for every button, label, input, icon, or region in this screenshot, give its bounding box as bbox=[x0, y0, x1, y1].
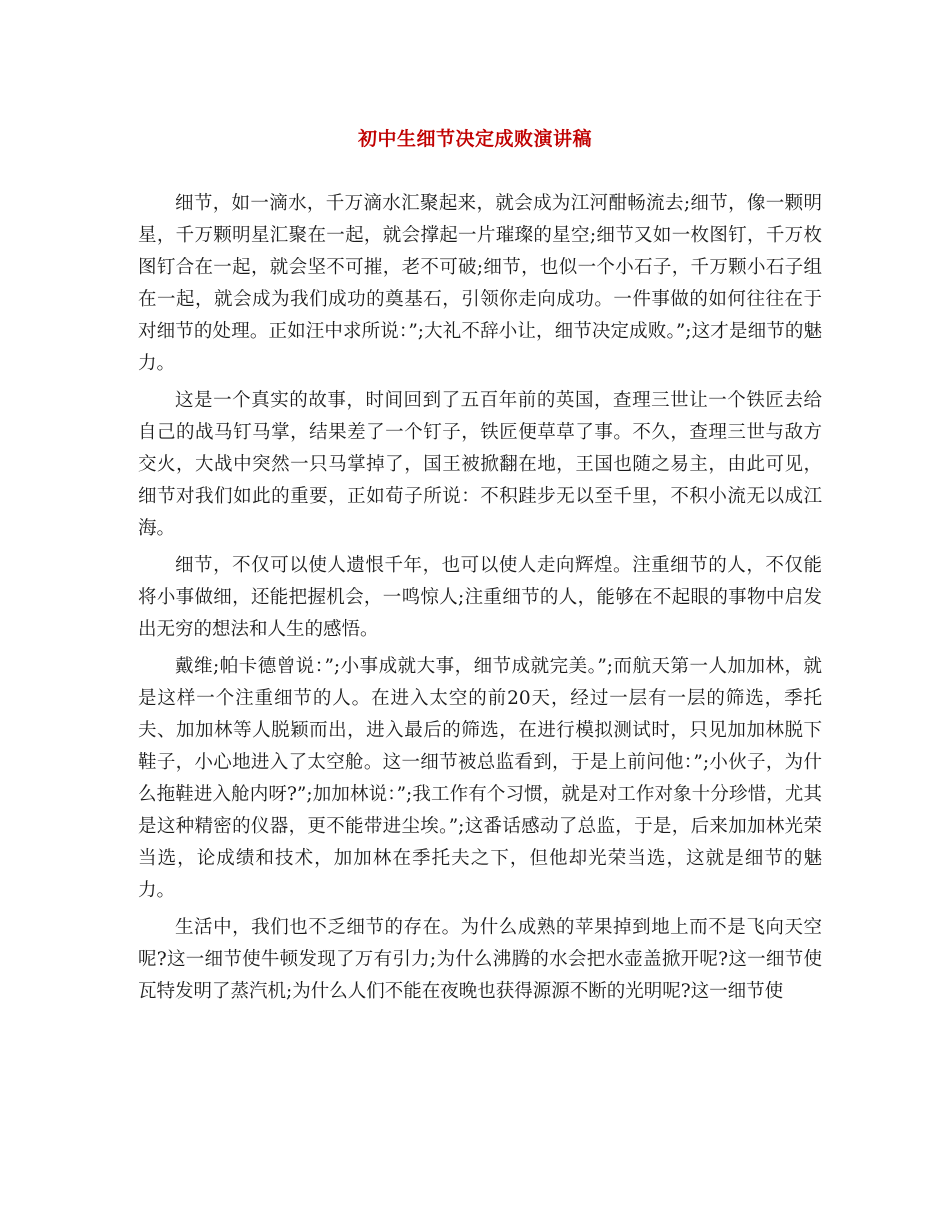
document-title: 初中生细节决定成败演讲稿 bbox=[357, 128, 592, 150]
paragraph: 细节，不仅可以使人遗恨千年，也可以使人走向辉煌。注重细节的人，不仅能将小事做细，还能把握机会，一鸣惊人;注重细节的人，能够在不起眼的事物中启发出无穷的想法和人生的感悟。 bbox=[138, 555, 822, 640]
document-body bbox=[138, 188, 822, 1013]
paragraph: 这是一个真实的故事，时间回到了五百年前的英国，查理三世让一个铁匠去给自己的战马钉马掌，结果差了一个钉子，铁匠便草草了事。不久，查理三世与敌方交火，大战中突然一只马掌掉了，国王被掀翻在地，王国也随之易主，由此可见，细节对我们如此的重要，正如荀子所说：不积跬步无以至千里，不积小流无以成江海。 bbox=[138, 390, 822, 539]
paragraph: 戴维;帕卡德曾说：”;小事成就大事，细节成就完美。”;而航天第一人加加林，就是这样一个注重细节的人。在进入太空的前20天，经过一层有一层的筛选，季托夫、加加林等人脱颖而出，进入最后的筛选，在进行模拟测试时，只见加加林脱下鞋子，小心地进入了太空舱。这一细节被总监看到，于是上前问他：”;小伙子，为什么拖鞋进入舱内呀?”;加加林说：”;我工作有个习惯，就是对工作对象十分珍惜，尤其是这种精密的仪器，更不能带进尘埃。”;这番话感动了总监，于是，后来加加林光荣当选，论成绩和技术，加加林在季托夫之下，但他却光荣当选，这就是细节的魅力。 bbox=[138, 656, 822, 901]
paragraph: 细节，如一滴水，千万滴水汇聚起来，就会成为江河酣畅流去;细节，像一颗明星，千万颗明星汇聚在一起，就会撑起一片璀璨的星空;细节又如一枚图钉，千万枚图钉合在一起，就会坚不可摧，老不可破;细节，也似一个小石子，千万颗小石子组在一起，就会成为我们成功的奠基石，引领你走向成功。一件事做的如何往往在于对细节的处理。正如汪中求所说：”;大礼不辞小让，细节决定成败。”;这才是细节的魅力。 bbox=[138, 193, 822, 374]
paragraph: 生活中，我们也不乏细节的存在。为什么成熟的苹果掉到地上而不是飞向天空呢?这一细节使牛顿发现了万有引力;为什么沸腾的水会把水壶盖掀开呢?这一细节使瓦特发明了蒸汽机;为什么人们不能在夜晚也获得源源不断的光明呢?这一细节使 bbox=[138, 917, 822, 1002]
